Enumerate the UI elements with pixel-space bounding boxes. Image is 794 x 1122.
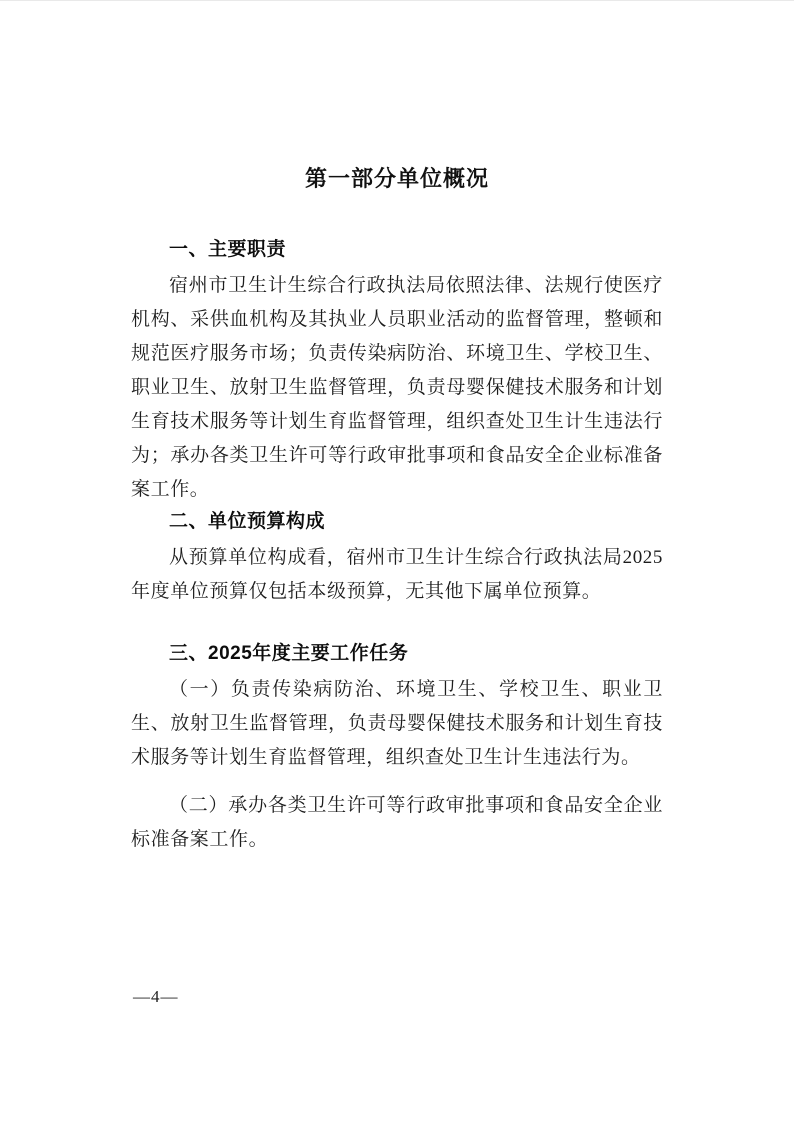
section-heading-budget-composition: 二、单位预算构成 [169,511,326,532]
document-title: 第一部分单位概况 [304,166,489,191]
page-number: —4— [133,987,179,1006]
paragraph-main-duties: 宿州市卫生计生综合行政执法局依照法律、法规行使医疗机构、采供血机构及其执业人员职业活动的监督管理，整顿和规范医疗服务市场；负责传染病防治、环境卫生、学校卫生、职业卫生、放射卫生监督管理，负责母婴保健技术服务和计划生育技术服务等计划生育监督管理，组织查处卫生计生违法行为；承办各类卫生许可等行政审批事项和食品安全企业标准备案工作。 [131,275,663,500]
paragraph-budget-composition: 从预算单位构成看，宿州市卫生计生综合行政执法局2025年度单位预算仅包括本级预算，无其他下属单位预算。 [131,547,663,602]
paragraph-task-1: （一）负责传染病防治、环境卫生、学校卫生、职业卫生、放射卫生监督管理，负责母婴保健技术服务和计划生育技术服务等计划生育监督管理，组织查处卫生计生违法行为。 [131,679,663,768]
document-content [131,1,663,857]
paragraph-task-2: （二）承办各类卫生许可等行政审批事项和食品安全企业标准备案工作。 [131,795,663,850]
section-heading-main-duties: 一、主要职责 [169,239,287,260]
section-heading-2025-tasks: 三、2025年度主要工作任务 [169,643,409,664]
